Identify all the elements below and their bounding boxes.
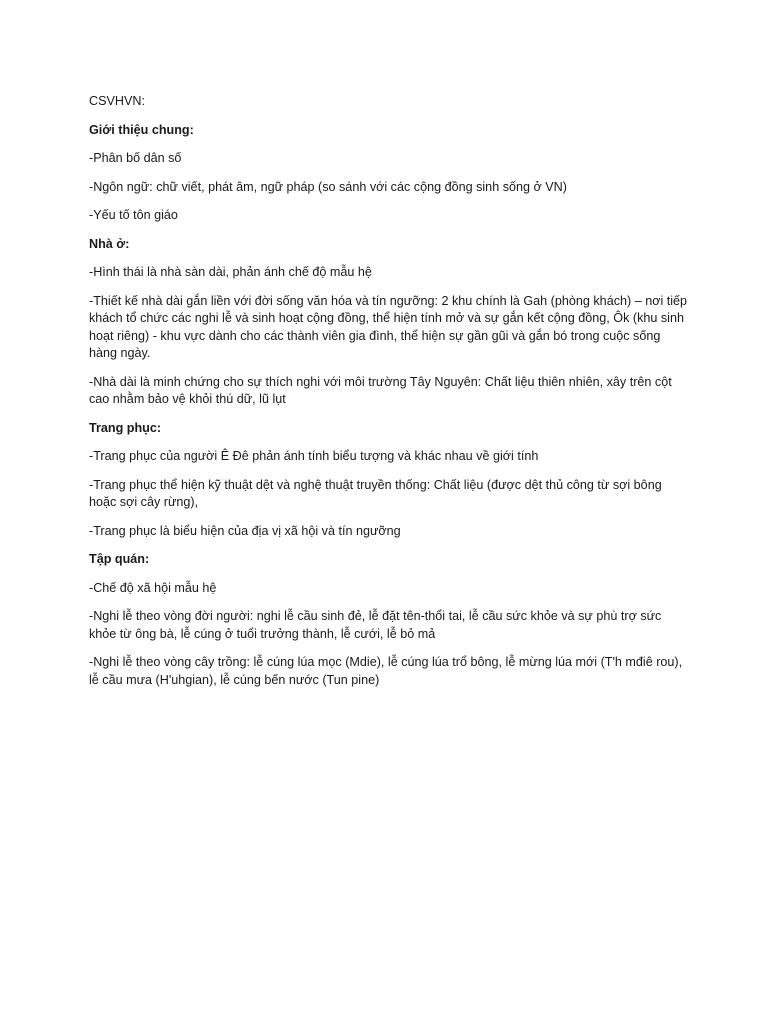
paragraph: -Chế độ xã hội mẫu hệ bbox=[89, 580, 217, 595]
section-heading-costume: Trang phục: bbox=[89, 420, 162, 435]
paragraph: -Trang phục là biểu hiện của địa vị xã hội và tín ngưỡng bbox=[89, 523, 401, 538]
paragraph: -Trang phục của người Ê Đê phản ánh tính biểu tượng và khác nhau về giới tính bbox=[89, 449, 539, 463]
doc-label: CSVHVN: bbox=[89, 94, 145, 108]
paragraph: -Nghi lễ theo vòng cây trồng: lễ cúng lúa mọc (Mdie), lễ cúng lúa trổ bông, lễ mừng lúa mới (T'h mđiê rou), lễ cầu mưa (H'uhgian), lễ cúng bến nước (Tun pine) bbox=[89, 655, 683, 687]
paragraph: -Thiết kế nhà dài gắn liền với đời sống văn hóa và tín ngưỡng: 2 khu chính là Gah (phòng khách) – nơi tiếp khách tổ chức các nghi lễ và sinh hoạt cộng đồng, thể hiện tính mở và sự gắn kết cộng đồng, Ôk (khu sinh hoạt riêng) - khu vực dành cho các thành viên gia đình, thể hiện sự gần gũi và gắn bó trong cuộc sống hàng ngày. bbox=[89, 293, 688, 360]
paragraph: -Trang phục thể hiện kỹ thuật dệt và nghệ thuật truyền thống: Chất liệu (được dệt thủ công từ sợi bông hoặc sợi cây rừng), bbox=[89, 477, 662, 509]
paragraph: -Phân bố dân số bbox=[89, 151, 182, 165]
document-body bbox=[89, 93, 689, 700]
section-heading-housing: Nhà ở: bbox=[89, 236, 130, 251]
paragraph: -Nhà dài là minh chứng cho sự thích nghi với môi trường Tây Nguyên: Chất liệu thiên nhiên, xây trên cột cao nhằm bảo vệ khỏi thú dữ, lũ lụt bbox=[89, 374, 672, 406]
paragraph: -Yếu tố tôn giáo bbox=[89, 208, 178, 222]
section-heading-customs: Tập quán: bbox=[89, 552, 150, 566]
paragraph: -Hình thái là nhà sàn dài, phản ánh chế độ mẫu hệ bbox=[89, 265, 372, 279]
paragraph: -Ngôn ngữ: chữ viết, phát âm, ngữ pháp (so sánh với các cộng đồng sinh sống ở VN) bbox=[89, 179, 567, 194]
section-heading-intro: Giới thiệu chung: bbox=[89, 122, 194, 137]
paragraph: -Nghi lễ theo vòng đời người: nghi lễ cầu sinh đẻ, lễ đặt tên-thổi tai, lễ cầu sức khỏe và sự phù trợ sức khỏe từ ông bà, lễ cúng ở tuổi trưởng thành, lễ cưới, lễ bỏ mả bbox=[89, 609, 662, 641]
